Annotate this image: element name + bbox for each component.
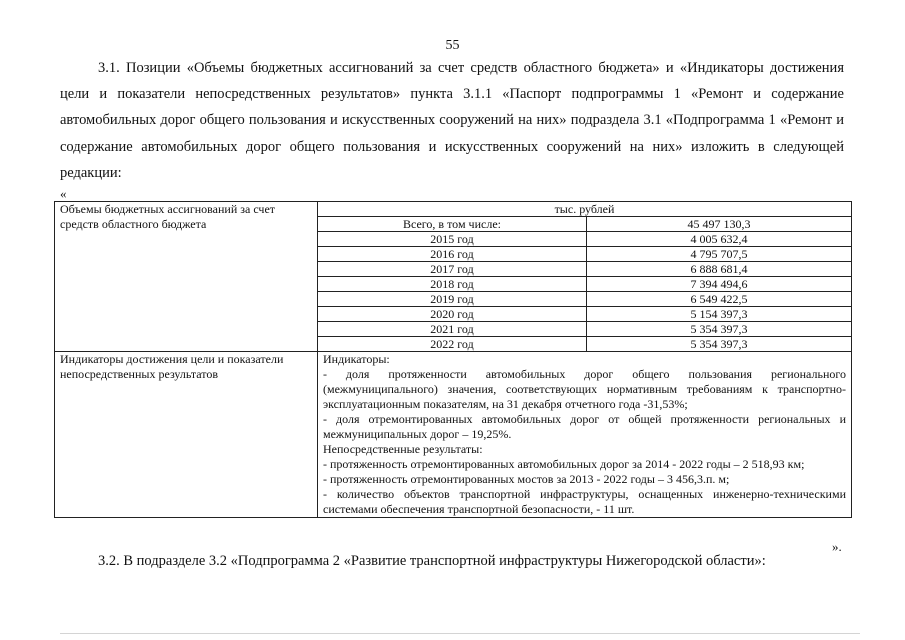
table-row: [318, 262, 851, 277]
budget-row: [55, 202, 852, 352]
table-row: [318, 292, 851, 307]
period-cell: 2017 год: [318, 262, 587, 277]
table-row: [318, 322, 851, 337]
amount-cell: 6 888 681,4: [587, 262, 852, 277]
budget-label: Объемы бюджетных ассигнований за счет средств областного бюджета: [55, 202, 318, 352]
amount-cell: 5 354 397,3: [587, 337, 852, 352]
period-cell: 2021 год: [318, 322, 587, 337]
result-item: - протяженность отремонтированных автомобильных дорог за 2014 - 2022 годы – 2 518,93 км;: [323, 457, 805, 471]
amount-cell: 6 549 422,5: [587, 292, 852, 307]
subprogram-passport-table: [54, 201, 852, 518]
page-number: 55: [445, 38, 460, 53]
amount-cell: 5 154 397,3: [587, 307, 852, 322]
result-item: - протяженность отремонтированных мостов за 2013 - 2022 годы – 3 456,3.п. м;: [323, 472, 730, 486]
amount-cell: 4 795 707,5: [587, 247, 852, 262]
amount-cell: 5 354 397,3: [587, 322, 852, 337]
amount-cell: 4 005 632,4: [587, 232, 852, 247]
results-heading: Непосредственные результаты:: [323, 442, 483, 456]
table-row: [318, 307, 851, 322]
opening-quote-mark: «: [60, 186, 67, 201]
indicators-heading: Индикаторы:: [323, 352, 390, 366]
result-item: - количество объектов транспортной инфраструктуры, оснащенных инженерно-техническими системами обеспечения транспортной безопасности, - 11 шт.: [323, 487, 846, 516]
indicator-item: - доля отремонтированных автомобильных дорог от общей протяженности региональных и межмуниципальных дорог – 19,25%.: [323, 412, 846, 441]
bottom-divider: [60, 633, 860, 634]
budget-values-table: [318, 202, 851, 351]
period-cell: 2022 год: [318, 337, 587, 352]
indicators-content: [318, 352, 852, 518]
period-cell: 2020 год: [318, 307, 587, 322]
period-cell: Всего, в том числе:: [318, 217, 587, 232]
indicator-item: - доля протяженности автомобильных дорог общего пользования регионального (межмуниципального) значения, соответствующих нормативным требованиям к транспортно-эксплуатационным показателям, на 31 декабря отчетного года -31,53%;: [323, 367, 846, 411]
amount-cell: 45 497 130,3: [587, 217, 852, 232]
table-row: [318, 277, 851, 292]
indicators-row: [55, 352, 852, 518]
table-row: [318, 247, 851, 262]
closing-quote-mark: ».: [832, 539, 842, 554]
period-cell: 2015 год: [318, 232, 587, 247]
period-cell: 2018 год: [318, 277, 587, 292]
table-row: [318, 232, 851, 247]
amount-cell: 7 394 494,6: [587, 277, 852, 292]
next-paragraph: 3.2. В подразделе 3.2 «Подпрограмма 2 «Развитие транспортной инфраструктуры Нижегородской области»:: [98, 553, 766, 569]
units-label: тыс. рублей: [318, 202, 851, 217]
table-row: [318, 217, 851, 232]
table-row: [318, 337, 851, 352]
indicators-label: Индикаторы достижения цели и показатели непосредственных результатов: [55, 352, 318, 518]
period-cell: 2016 год: [318, 247, 587, 262]
budget-values-cell: [318, 202, 852, 352]
period-cell: 2019 год: [318, 292, 587, 307]
intro-paragraph: 3.1. Позиции «Объемы бюджетных ассигнований за счет средств областного бюджета» и «Индикаторы достижения цели и показатели непосредственных результатов» пункта 3.1.1 «Паспорт подпрограммы 1 «Ремонт и содержание автомобильных дорог общего пользования и искусственных сооружений на них» подраздела 3.1 «Подпрограмма 1 «Ремонт и содержание автомобильных дорог общего пользования и искусственных сооружений на них» изложить в следующей редакции:: [60, 60, 844, 181]
